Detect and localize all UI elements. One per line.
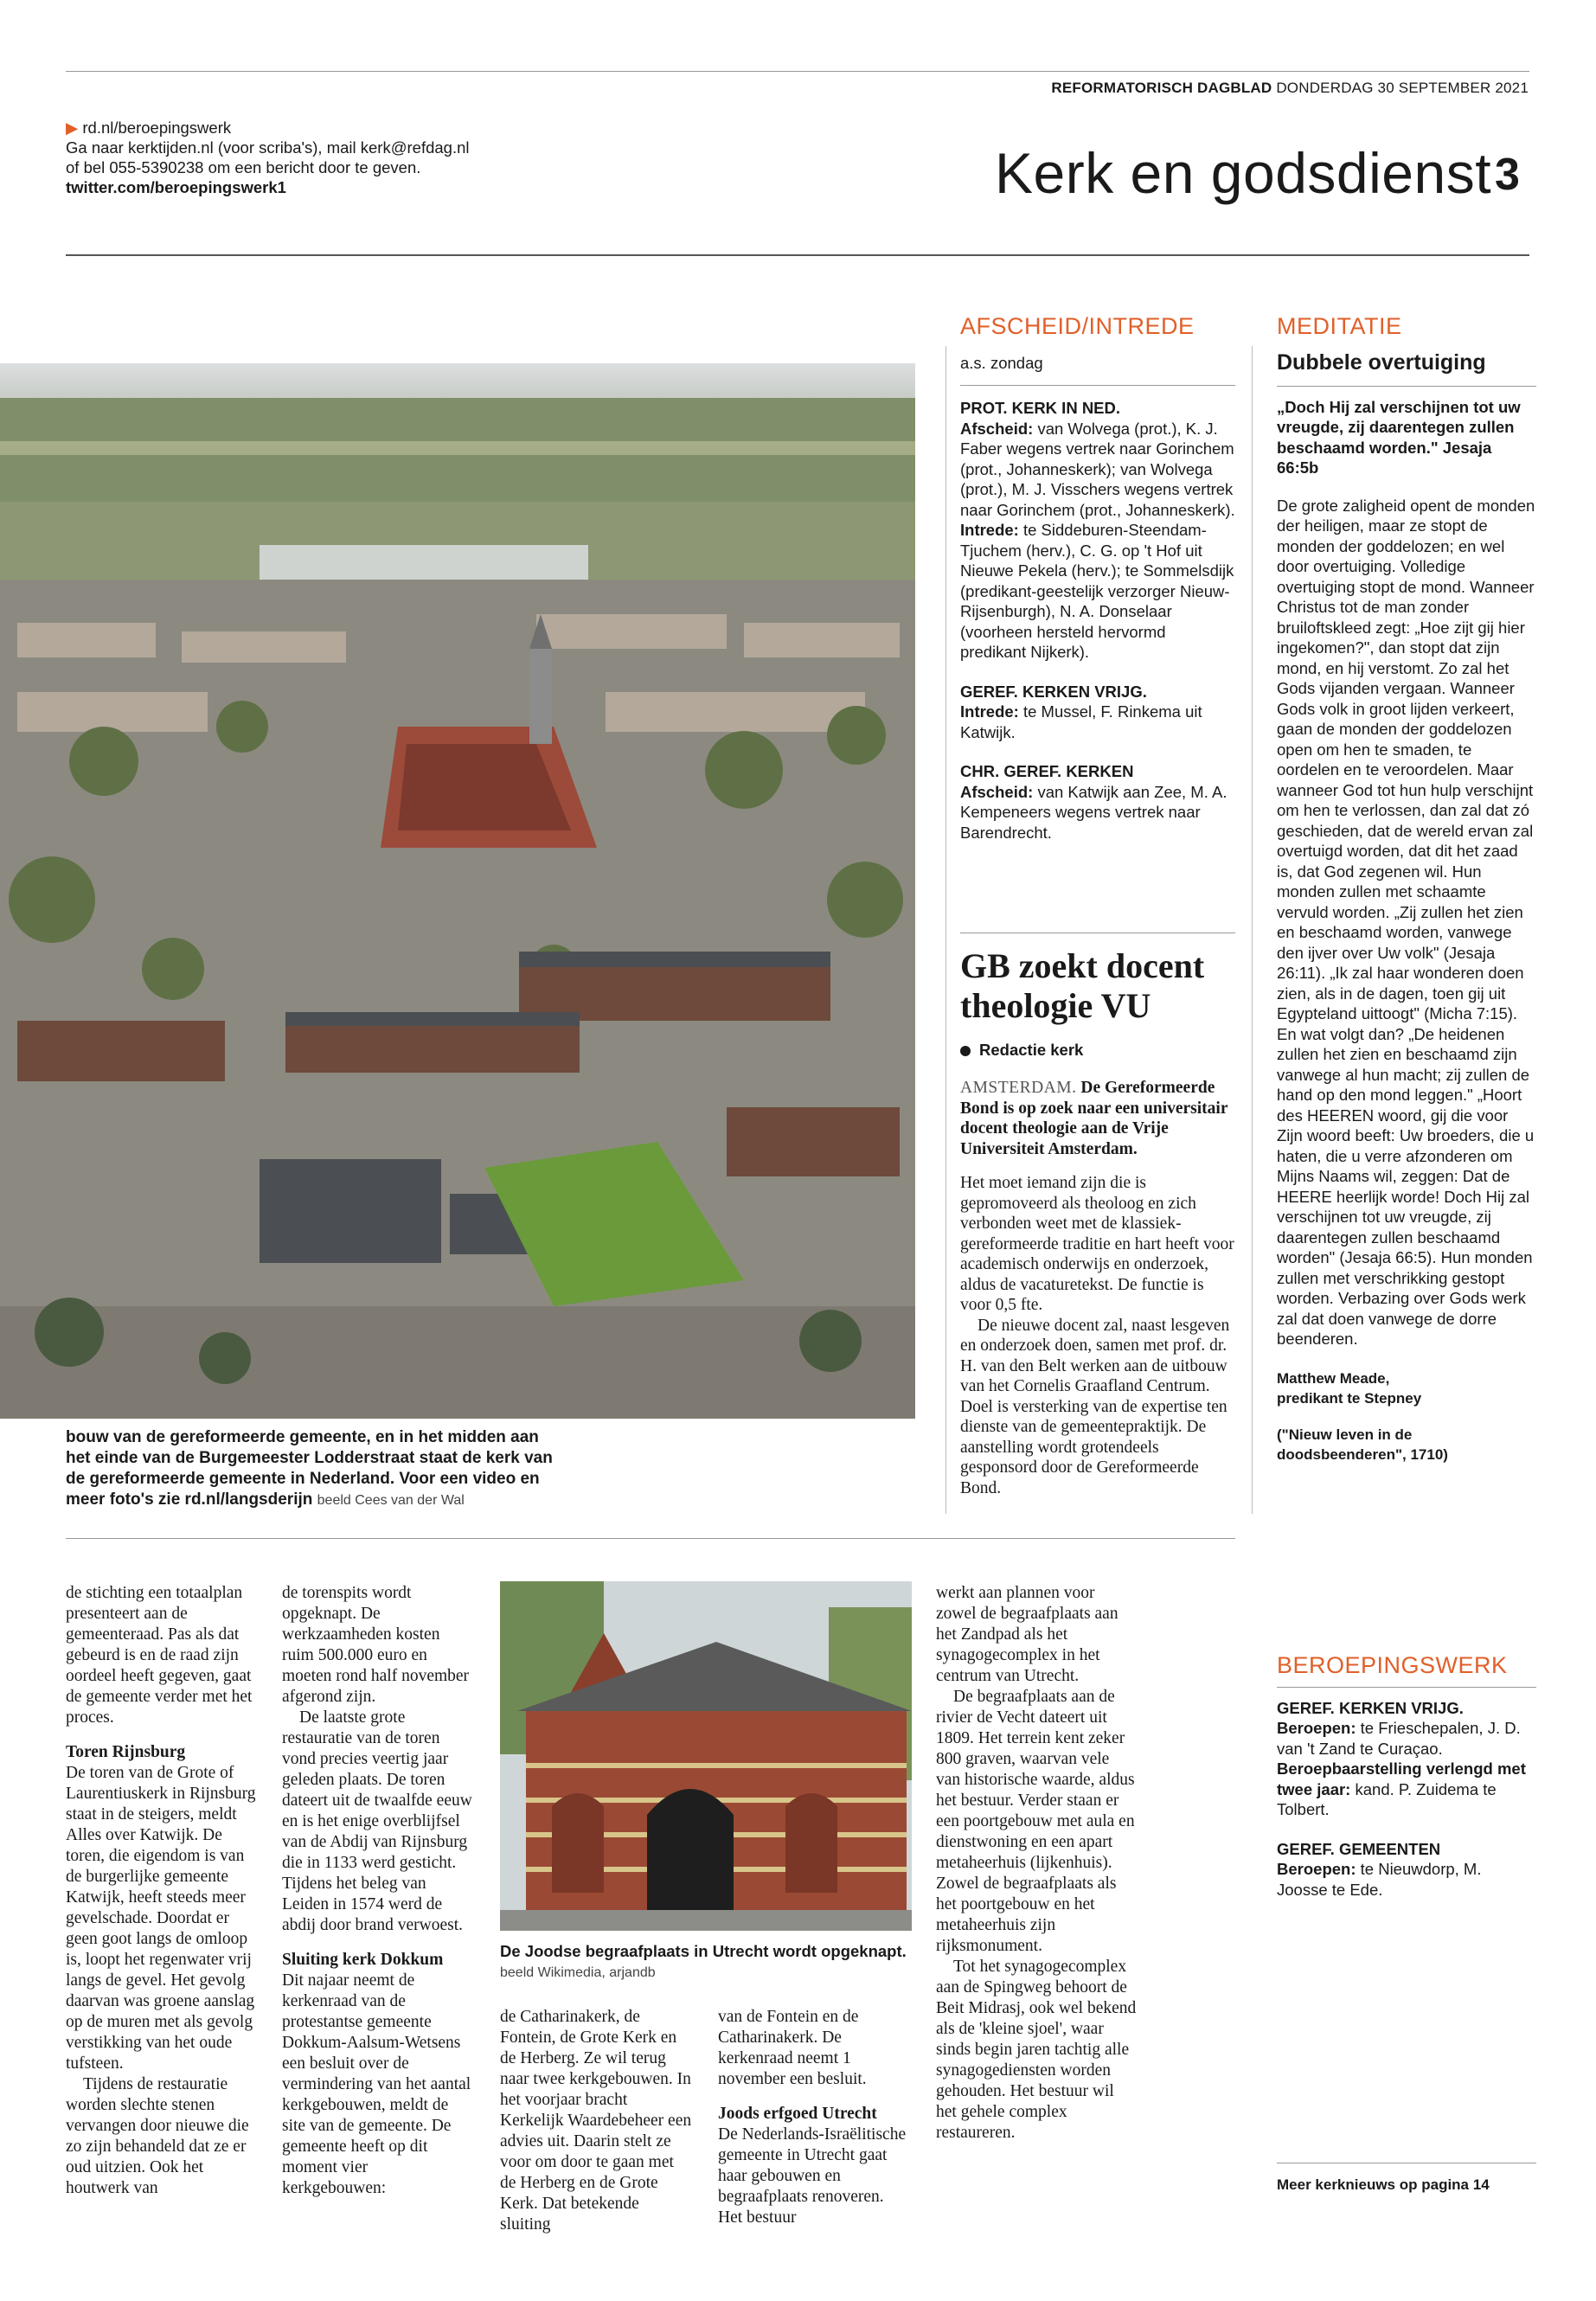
meditatie-author-role: predikant te Stepney <box>1277 1390 1422 1407</box>
pkn-kop: PROT. KERK IN NED. <box>960 399 1121 417</box>
col4-paragraph-2: De Nederlands-Israëlitische gemeente in Utrecht gaat haar gebouwen en begraafplaats renoveren. Het bestuur <box>718 2125 907 2227</box>
cgk-afscheid-label: Afscheid: <box>960 782 1034 801</box>
contact-line-1: Ga naar kerktijden.nl (voor scriba's), mail kerk@refdag.nl <box>66 138 470 157</box>
col5-paragraph-2: De begraafplaats aan de rivier de Vecht dateert uit 1809. Het terrein kent zeker 800 graven, waarvan vele van historische waarde, aldus het bestuur. Verder staan er een poortgebouw met aula en dienstwoning en een apart metaheerhuis (lijkenhuis). Zowel de begraafplaats als het poortgebouw en het metaheerhuis zijn rijksmonument. <box>936 1688 1135 1955</box>
col2-paragraph-1: de torenspits wordt opgeknapt. De werkzaamheden kosten ruim 500.000 euro en moeten rond half november afgerond zijn. <box>282 1584 470 1706</box>
bullet-icon <box>960 1046 971 1056</box>
meditatie-column <box>1277 313 1536 1465</box>
photo-main-caption <box>66 1427 567 1511</box>
afscheid-when: a.s. zondag <box>960 353 1043 372</box>
bottom-col-2 <box>282 1583 474 2199</box>
bw-gg-kop: GEREF. GEMEENTEN <box>1277 1839 1441 1858</box>
photo2-caption-text: De Joodse begraafplaats in Utrecht wordt opgeknapt. <box>500 1942 907 1960</box>
bottom-col-3 <box>500 2007 692 2235</box>
gb-headline: GB zoekt docent theologie VU <box>960 946 1205 1025</box>
divider-1 <box>945 346 946 1514</box>
pkn-afscheid: van Wolvega (prot.), K. J. Faber wegens vertrek naar Gorinchem (prot., Johanneskerk); van Wolvega (prot.), M. J. Visschers wegens vertrek naar Gorinchem (prot., Johanneskerk). <box>960 419 1235 519</box>
header-bottom-rule <box>66 254 1529 256</box>
meditatie-source: ("Nieuw leven in de doodsbeenderen", 1710) <box>1277 1426 1448 1463</box>
top-rule <box>66 71 1529 72</box>
publication-date: DONDERDAG 30 SEPTEMBER 2021 <box>1276 80 1529 96</box>
beroepingswerk-column <box>1277 1652 1536 1900</box>
col2-paragraph-3: Dit najaar neemt de kerkenraad van de protestantse gemeente Dokkum-Aalsum-Wetsens een besluit over de vermindering van het aantal kerkgebouwen, meldt de site van de gemeente. De gemeente heeft op dit moment vier kerkgebouwen: <box>282 1971 471 2197</box>
twitter-link[interactable]: twitter.com/beroepingswerk1 <box>66 178 286 196</box>
header-date <box>1051 80 1529 97</box>
gb-paragraph-2: De nieuwe docent zal, naast lesgeven en onderzoek doen, samen met prof. dr. H. van den Belt werken aan de uitbouw van het Cornelis Graafland Centrum. Doel is versterking van de expertise ten dienste van de gemeentepraktijk. De aanstelling wordt grotendeels gesponsord door de Gereformeerde Bond. <box>960 1316 1230 1497</box>
gb-article <box>960 946 1235 1498</box>
bw-gkv-kop: GEREF. KERKEN VRIJG. <box>1277 1698 1464 1717</box>
col2-subhead: Sluiting kerk Dokkum <box>282 1951 444 1969</box>
col5-paragraph-3: Tot het synagogecomplex aan de Spingweg behoort de Beit Midrasj, ook wel bekend als de 'kleine sjoel', waar sinds begin jaren tachtig alle synagogediensten worden gehouden. Het bestuur wil het gehele complex restaureren. <box>936 1958 1137 2142</box>
bw-gkv-verlengd-label: Beroepbaarstelling verlengd met twee jaar: <box>1277 1759 1526 1798</box>
meditatie-body: De grote zaligheid opent de monden der heiligen, maar ze stopt de monden der goddelozen; en wel door overtuiging. Volledige overtuiging stopt de mond. Wanneer Christus tot de man zonder bruiloftskleed zegt: „Hoe zijt gij hier ingekomen?", dan stopt dat zijn mond, en hij verstomt. Zo zal het Gods vijanden vergaan. Wanneer Gods volk in groot lijden verkeert, gaan de monden der goddelozen open om hen te smaden, te oordelen en te veroordelen. Maar wanneer God tot hun hulp verschijnt om hen te verlossen, dan zal dat zó geschieden, dat de wereld ervan zal overtuigd worden, dat dit het zaad is, dat God zegenen wil. Hun monden zullen met schaamte vervuld worden. „Zij zullen het zien en beschaamd worden, vanwege den ijver over Uw volk" (Jesaja 26:11). „Ik zal haar wonderen doen zien, als in de dagen, toen gij uit Egypteland uittoogt" (Micha 7:15). En wat volgt dan? „De heidenen zullen het zien en beschaamd zijn vanwege al hun macht; zij zullen de hand op den mond leggen." „Hoort des HEEREN woord, gij die voor Zijn woord beeft: Uw broeders, die u haten, die u verre afzonderen om Mijns Naams wil, zeggen: Dat de HEERE heerlijk worde! Doch Hij zal verschijnen tot uw vreugde, zij daarentegen zullen beschaamd worden" (Jesaja 66:5). Hun monden zullen met verschrikking gestopt worden. Verbazing over Gods werk zal dat doen vanwege de dorre beenderen. <box>1277 496 1535 1348</box>
more-news-link[interactable]: Meer kerknieuws op pagina 14 <box>1277 2176 1490 2193</box>
cemetery-gate-illustration <box>500 1581 912 1931</box>
arrow-icon: ▶ <box>66 119 79 137</box>
gb-body <box>960 1078 1235 1498</box>
photo2-caption <box>500 1941 912 1983</box>
bottom-col-4 <box>718 2007 912 2228</box>
gb-byline <box>960 1040 1235 1061</box>
col5-paragraph-1: werkt aan plannen voor zowel de begraafplaats aan het Zandpad als het synagogecomplex in het centrum van Utrecht. <box>936 1584 1118 1685</box>
photo2-credit: beeld Wikimedia, arjandb <box>500 1965 656 1980</box>
bw-gg-beroepen: te Nieuwdorp, M. Joosse te Ede. <box>1277 1860 1482 1899</box>
afscheid-list <box>960 385 1235 843</box>
bottom-col-1 <box>66 1583 258 2199</box>
meditatie-headline: Dubbele overtuiging <box>1277 349 1486 375</box>
col1-paragraph-1: de stichting een totaalplan presenteert aan de gemeenteraad. Pas als dat gebeurd is en de raad zijn oordeel heeft gegeven, gaat de gemeente verder met het proces. <box>66 1584 253 1727</box>
bw-gkv-verlengd: kand. P. Zuidema te Tolbert. <box>1277 1779 1497 1818</box>
afscheid-title: AFSCHEID/INTREDE <box>960 313 1195 339</box>
pkn-afscheid-label: Afscheid: <box>960 419 1034 438</box>
aerial-photo-illustration <box>0 363 915 1419</box>
bw-gg-beroepen-label: Beroepen: <box>1277 1860 1356 1878</box>
beroepingswerk-title: BEROEPINGSWERK <box>1277 1652 1508 1678</box>
contact-link[interactable]: rd.nl/beroepingswerk <box>82 119 232 137</box>
contact-block <box>66 118 550 197</box>
meditatie-quote: „Doch Hij zal verschijnen tot uw vreugde, zij daarentegen zullen beschaamd worden." Jesaja 66:5b <box>1277 386 1536 478</box>
cgk-kop: CHR. GEREF. KERKEN <box>960 762 1134 780</box>
bw-gkv-beroepen: te Frieschepalen, J. D. van 't Zand te Curaçao. <box>1277 1719 1521 1758</box>
col1-subhead: Toren Rijnsburg <box>66 1743 186 1761</box>
page-number: 3 <box>1495 150 1520 200</box>
col3-paragraph-1: de Catharinakerk, de Fontein, de Grote Kerk en de Herberg. Ze wil terug naar twee kerkgebouwen. In het voorjaar bracht Kerkelijk Waardebeheer een advies uit. Daarin stelt ze voor om door te gaan met de Herberg en de Grote Kerk. Dat betekende sluiting <box>500 2008 692 2234</box>
meditatie-title: MEDITATIE <box>1277 313 1402 339</box>
photo-main-caption-text: bouw van de gereformeerde gemeente, en in het midden aan het einde van de Burgemeester Lodderstraat staat de kerk van de gereformeerde gemeente in Nederland. Voor een video en meer foto's zie rd.nl/langsderijn <box>66 1428 553 1509</box>
pkn-intrede-label: Intrede: <box>960 521 1019 539</box>
bottom-section-rule <box>66 1538 1235 1539</box>
gkv-intrede-label: Intrede: <box>960 702 1019 721</box>
gb-byline-text: Redactie kerk <box>979 1041 1084 1059</box>
cgk-afscheid: van Katwijk aan Zee, M. A. Kempeneers wegens vertrek naar Barendrecht. <box>960 782 1227 842</box>
col1-paragraph-2: De toren van de Grote of Laurentiuskerk in Rijnsburg staat in de steigers, meldt Alles over Katwijk. De toren, die eigendom is van de burgerlijke gemeente Katwijk, heeft steeds meer gevelschade. Doordat er geen goot langs de omloop is, loopt het regenwater vrij langs de gevel. Het gevolg daarvan was groene aanslag op de muren met als gevolg verstikking van het oude tufsteen. <box>66 1764 256 2073</box>
col4-subhead: Joods erfgoed Utrecht <box>718 2105 877 2123</box>
gkv-intrede: te Mussel, F. Rinkema uit Katwijk. <box>960 702 1202 741</box>
gb-dateline: AMSTERDAM. <box>960 1079 1077 1097</box>
gkv-kop: GEREF. KERKEN VRIJG. <box>960 682 1147 701</box>
bottom-col-5 <box>936 1583 1137 2144</box>
photo-joodse-begraafplaats <box>500 1581 912 1931</box>
meditatie-author: Matthew Meade, <box>1277 1369 1390 1387</box>
col2-paragraph-2: De laatste grote restauratie van de toren vond precies veertig jaar geleden plaats. De toren dateert uit de twaalfde eeuw en is het enige overblijfsel van de Abdij van Rijnsburg die in 1133 werd gesticht. Tijdens het beleg van Leiden in 1574 werd de abdij door brand verwoest. <box>282 1708 472 1934</box>
gb-lead: De Gereformeerde Bond is op zoek naar een universitair docent theologie aan de Vrije Universiteit Amsterdam. <box>960 1079 1228 1158</box>
gb-paragraph-1: Het moet iemand zijn die is gepromoveerd als theoloog en zich verbonden weet met de klassiek-gereformeerde traditie en hart heeft voor academisch onderwijs en onderzoek, aldus de vacaturetekst. De functie is voor 0,5 fte. <box>960 1174 1234 1314</box>
col1-paragraph-3: Tijdens de restauratie worden slechte stenen vervangen door nieuwe die zo zijn behandeld dat ze er oud uitzien. Ook het houtwerk van <box>66 2075 249 2197</box>
afscheid-intrede-column <box>960 313 1235 843</box>
divider-2 <box>1252 346 1253 1514</box>
section-title: Kerk en godsdienst <box>995 141 1492 205</box>
bw-gkv-beroepen-label: Beroepen: <box>1277 1719 1356 1737</box>
beroepingswerk-list <box>1277 1687 1536 1900</box>
pkn-intrede: te Siddeburen-Steendam-Tjuchem (herv.), C. G. op 't Hof uit Nieuwe Pekela (herv.); te Sommelsdijk (predikant-geestelijk verzorger Nieuw-Rijsenburgh), N. A. Donselaar (voorheen hersteld hervormd predikant Nijkerk). <box>960 521 1234 661</box>
col4-paragraph-1: van de Fontein en de Catharinakerk. De kerkenraad neemt 1 november een besluit. <box>718 2008 867 2088</box>
aerial-photo-rijnsburg <box>0 363 915 1419</box>
photo-main-credit: beeld Cees van der Wal <box>317 1493 465 1508</box>
newspaper-name: REFORMATORISCH DAGBLAD <box>1051 80 1272 96</box>
contact-line-2: of bel 055-5390238 om een bericht door te geven. <box>66 158 421 176</box>
